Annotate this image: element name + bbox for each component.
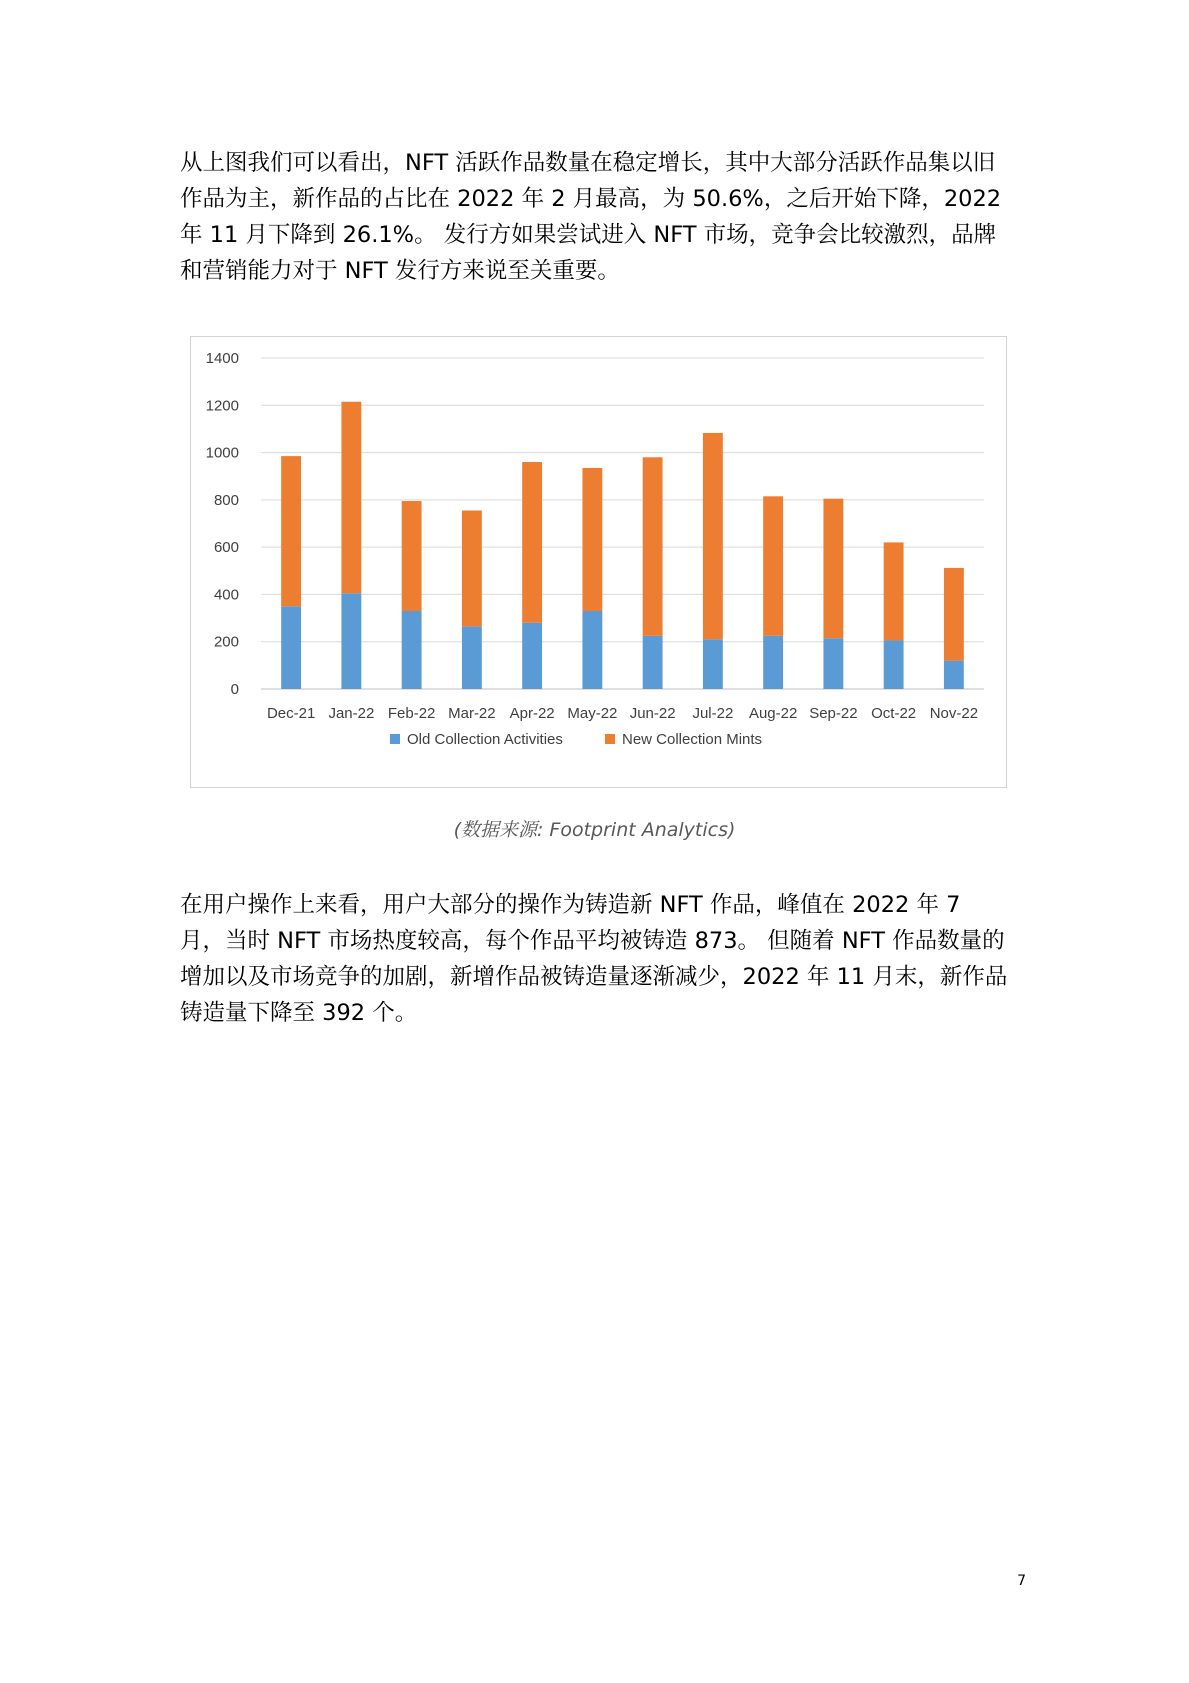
y-tick-label: 1200 xyxy=(205,397,239,415)
y-tick-label: 600 xyxy=(213,539,239,557)
bar-old-collection-feb-22 xyxy=(402,611,422,689)
bar-new-collection-mints-jun-22 xyxy=(643,457,663,636)
legend-label: New Collection Mints xyxy=(622,731,763,748)
x-tick-label: Sep-22 xyxy=(809,705,858,722)
y-tick-label: 200 xyxy=(213,633,239,651)
bar-new-collection-mints-apr-22 xyxy=(522,462,542,623)
analysis-paragraph: 在用户操作上来看，用户大部分的操作为铸造新 NFT 作品，峰值在 2022 年 7 月，当时 NFT 市场热度较高，每个作品平均被铸造 873。 但随着 NFT 作品数量的增加以及市场竞争的加剧，新增作品被铸造量逐渐减少，2022 年 11 月末，新作品铸造量下降至 392 个。 xyxy=(180,892,1008,1026)
legend-label: Old Collection Activities xyxy=(407,731,563,748)
stacked-bar-chart xyxy=(190,336,1007,788)
x-tick-label: Mar-22 xyxy=(448,705,496,722)
intro-paragraph: 从上图我们可以看出，NFT 活跃作品数量在稳定增长，其中大部分活跃作品集以旧作品为主，新作品的占比在 2022 年 2 月最高，为 50.6%，之后开始下降，2022 年 11 月下降到 26.1%。 发行方如果尝试进入 NFT 市场，竞争会比较激烈，品牌和营销能力对于 NFT 发行方来说至关重要。 xyxy=(180,150,1002,284)
bar-old-collection-apr-22 xyxy=(522,623,542,689)
x-tick-label: Oct-22 xyxy=(871,705,917,722)
bar-old-collection-mar-22 xyxy=(462,626,482,689)
legend-swatch xyxy=(390,734,400,744)
x-tick-label: Jul-22 xyxy=(692,705,734,722)
bar-new-collection-mints-nov-22 xyxy=(944,568,964,661)
bar-new-collection-mints-jul-22 xyxy=(703,433,723,639)
x-tick-label: Apr-22 xyxy=(509,705,555,722)
y-tick-label: 1000 xyxy=(205,444,239,462)
bar-old-collection-aug-22 xyxy=(763,636,783,689)
x-tick-label: Dec-21 xyxy=(266,705,316,722)
bar-new-collection-mints-jan-22 xyxy=(341,402,361,594)
y-tick-label: 800 xyxy=(213,491,239,509)
figure-caption: (数据来源: Footprint Analytics) xyxy=(453,819,736,841)
bar-new-collection-mints-dec-21 xyxy=(281,456,301,606)
bar-old-collection-oct-22 xyxy=(884,641,904,689)
x-tick-label: Jan-22 xyxy=(328,705,375,722)
bar-old-collection-dec-21 xyxy=(281,606,301,689)
page-number: 7 xyxy=(1017,1573,1026,1589)
y-tick-label: 0 xyxy=(230,681,239,698)
legend-swatch xyxy=(605,734,615,744)
bar-old-collection-jul-22 xyxy=(703,639,723,689)
chart-svg xyxy=(191,337,1006,787)
x-tick-label: May-22 xyxy=(567,705,618,722)
x-tick-label: Feb-22 xyxy=(387,705,436,722)
bar-new-collection-mints-sep-22 xyxy=(823,499,843,638)
bar-old-collection-may-22 xyxy=(582,611,602,689)
x-tick-label: Aug-22 xyxy=(748,705,798,722)
bar-old-collection-jun-22 xyxy=(643,636,663,689)
x-tick-label: Nov-22 xyxy=(929,705,979,722)
y-tick-label: 1400 xyxy=(205,350,239,367)
bar-old-collection-sep-22 xyxy=(823,638,843,689)
bar-new-collection-mints-may-22 xyxy=(582,468,602,611)
x-tick-label: Jun-22 xyxy=(629,705,676,722)
bar-old-collection-nov-22 xyxy=(944,661,964,689)
bar-new-collection-mints-feb-22 xyxy=(402,501,422,611)
y-tick-label: 400 xyxy=(213,586,239,604)
bar-new-collection-mints-oct-22 xyxy=(884,542,904,640)
bar-new-collection-mints-aug-22 xyxy=(763,496,783,635)
bar-old-collection-jan-22 xyxy=(341,593,361,689)
bar-new-collection-mints-mar-22 xyxy=(462,510,482,626)
